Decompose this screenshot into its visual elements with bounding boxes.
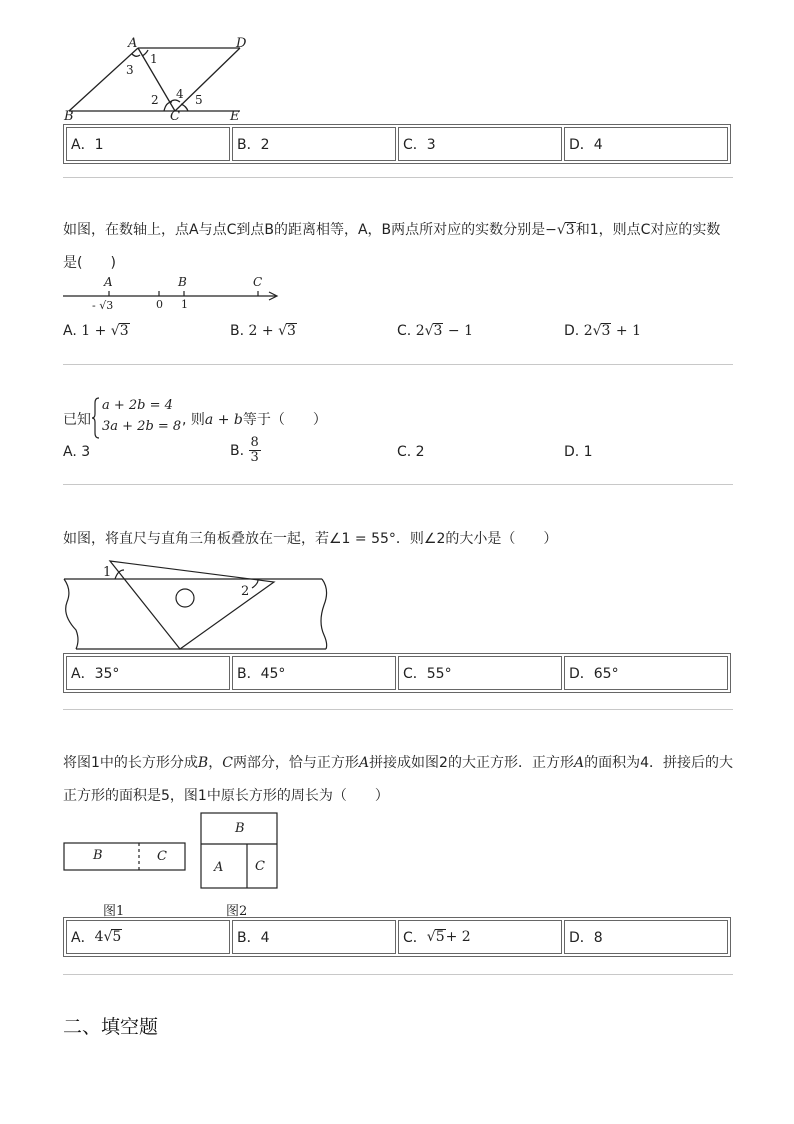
q5-fig2-caption: 图2 bbox=[226, 904, 248, 919]
q2-question-line2: 是( ) bbox=[63, 255, 116, 271]
q5-option-d[interactable]: D．8 bbox=[564, 920, 728, 954]
q5-option-c[interactable]: C． √ 5 + 2 bbox=[398, 920, 562, 954]
q1-angle-2: 2 bbox=[151, 93, 159, 107]
q2-neg: − bbox=[545, 222, 557, 238]
q3-tail bbox=[182, 409, 327, 429]
separator bbox=[63, 709, 733, 710]
q2-tick-0: 0 bbox=[156, 298, 163, 311]
q5-fig1-B: B bbox=[93, 848, 103, 863]
q2-text-before: 如图，在数轴上，点A与点C到点B的距离相等，A，B两点所对应的实数分别是 bbox=[63, 222, 546, 238]
q4-options-table bbox=[63, 653, 731, 693]
q4-angle-1: 1 bbox=[103, 565, 112, 580]
q5-fig2-A: A bbox=[214, 860, 224, 875]
q2-point-C: C bbox=[253, 275, 263, 289]
q4-question: 如图，将直尺与直角三角板叠放在一起，若∠1 = 55°．则∠2的大小是（ ） bbox=[63, 531, 558, 547]
q2-question-line1: 如图，在数轴上，点A与点C到点B的距离相等，A，B两点所对应的实数分别是−√3和1，则点C对应的实数 bbox=[63, 222, 721, 238]
q5-option-b[interactable]: B．4 bbox=[232, 920, 396, 954]
q3-suffix: 等于（ ） bbox=[242, 412, 327, 428]
q4-option-b[interactable]: B．45° bbox=[232, 656, 396, 690]
q3-mid: 则 bbox=[190, 412, 205, 428]
q1-options-table bbox=[63, 124, 731, 164]
q2-option-b[interactable]: B. 2 + √3 bbox=[230, 323, 296, 339]
q5-question-line1: 将图1中的长方形分成B，C两部分，恰与正方形A拼接成如图2的大正方形．正方形A的面积为4．拼接后的大 bbox=[63, 755, 734, 771]
q3-prefix: 已知 bbox=[63, 412, 91, 428]
q1-option-b[interactable]: B．2 bbox=[232, 127, 396, 161]
q1-label-B: B bbox=[64, 109, 74, 124]
q4-option-a[interactable]: A．35° bbox=[66, 656, 230, 690]
q5-fig2-C: C bbox=[255, 859, 265, 874]
q3-option-d[interactable]: D. 1 bbox=[564, 444, 593, 460]
q5-options-table bbox=[63, 917, 731, 957]
q1-label-D: D bbox=[236, 36, 247, 51]
q1-angle-1: 1 bbox=[150, 52, 158, 66]
q1-angle-3: 3 bbox=[126, 63, 134, 77]
q1-angle-5: 5 bbox=[195, 93, 203, 107]
q5-fig1-caption: 图1 bbox=[103, 904, 125, 919]
q1-option-c[interactable]: C．3 bbox=[398, 127, 562, 161]
q2-text-after: 和1，则点C对应的实数 bbox=[575, 222, 721, 238]
q5-question-line2: 正方形的面积是5，图1中原长方形的周长为（ ） bbox=[63, 788, 389, 804]
section-title: 二、填空题 bbox=[63, 1016, 159, 1038]
q3-eq2: 3a + 2b = 8 bbox=[102, 419, 182, 434]
q3-brace bbox=[91, 397, 101, 439]
q1-option-a[interactable]: A．1 bbox=[66, 127, 230, 161]
separator bbox=[63, 364, 733, 365]
q1-option-d[interactable]: D．4 bbox=[564, 127, 728, 161]
q5-fig1-C: C bbox=[157, 849, 167, 864]
separator bbox=[63, 484, 733, 485]
q1-label-E: E bbox=[230, 109, 240, 124]
q2-tick-1: 1 bbox=[181, 298, 188, 311]
q3-option-c[interactable]: C. 2 bbox=[397, 444, 425, 460]
q2-tick-neg-sqrt3: - √3 bbox=[92, 299, 114, 312]
separator bbox=[63, 974, 733, 975]
q3-option-a[interactable]: A. 3 bbox=[63, 444, 91, 460]
q1-label-A: A bbox=[128, 36, 138, 51]
q3-options bbox=[63, 435, 733, 474]
q1-label-C: C bbox=[170, 109, 180, 124]
q2-option-a[interactable]: A. 1 + √3 bbox=[63, 323, 129, 339]
q2-option-c[interactable]: C. 2√3 − 1 bbox=[397, 323, 473, 339]
q2-options bbox=[63, 323, 733, 339]
q5-figure-1 bbox=[63, 842, 187, 872]
q3-comma: , bbox=[182, 412, 187, 428]
q1-angle-4: 4 bbox=[176, 87, 184, 101]
q3-eq1: a + 2b = 4 bbox=[102, 398, 173, 413]
separator bbox=[63, 177, 733, 178]
q2-sqrt-arg: 3 bbox=[565, 222, 575, 238]
q2-option-d[interactable]: D. 2√3 + 1 bbox=[564, 323, 641, 339]
q4-angle-2: 2 bbox=[241, 584, 250, 599]
q2-point-A: A bbox=[104, 275, 113, 289]
q5-option-a[interactable]: A． 4 √ 5 bbox=[66, 920, 230, 954]
q4-option-c[interactable]: C．55° bbox=[398, 656, 562, 690]
q4-option-d[interactable]: D．65° bbox=[564, 656, 728, 690]
q3-option-b[interactable]: B. $\frac{8}{3}$ bbox=[230, 435, 259, 466]
q5-fig2-B: B bbox=[235, 821, 245, 836]
q2-point-B: B bbox=[178, 275, 187, 289]
q3-expr: a + b bbox=[204, 412, 243, 428]
